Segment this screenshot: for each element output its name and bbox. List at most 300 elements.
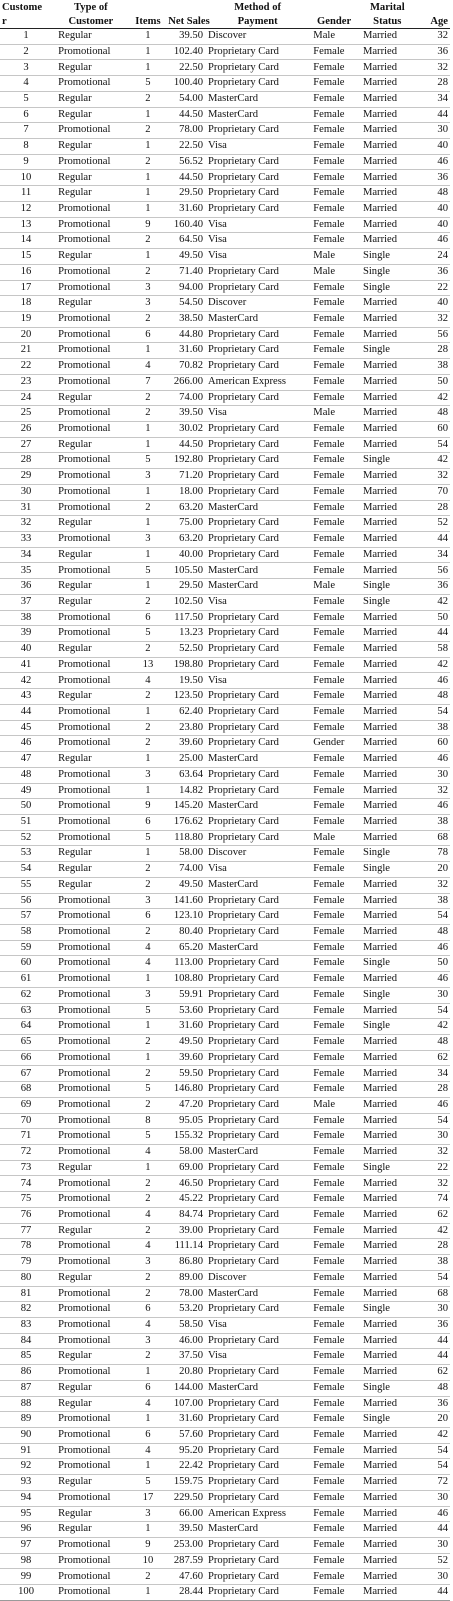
cell-gender: Female (310, 469, 358, 485)
cell-items: 9 (130, 1538, 167, 1554)
table-row (0, 249, 450, 265)
cell-payment: Proprietary Card (205, 327, 310, 343)
cell-net-sales: 29.50 (166, 186, 205, 202)
cell-marital-status: Married (358, 1286, 417, 1302)
cell-net-sales: 54.50 (166, 296, 205, 312)
table-row (0, 1412, 450, 1428)
cell-marital-status: Married (358, 1427, 417, 1443)
cell-net-sales: 66.00 (166, 1506, 205, 1522)
cell-age: 42 (417, 390, 450, 406)
cell-items: 2 (130, 264, 167, 280)
cell-marital-status: Single (358, 343, 417, 359)
cell-gender: Male (310, 264, 358, 280)
cell-age: 20 (417, 862, 450, 878)
cell-net-sales: 14.82 (166, 783, 205, 799)
cell-gender: Female (310, 814, 358, 830)
cell-payment: Proprietary Card (205, 1412, 310, 1428)
table-row (0, 1207, 450, 1223)
cell-marital-status: Married (358, 1459, 417, 1475)
cell-type: Regular (52, 1380, 130, 1396)
cell-age: 30 (417, 1129, 450, 1145)
cell-marital-status: Married (358, 1255, 417, 1271)
header-gender-line2: Gender (310, 14, 358, 29)
cell-net-sales: 192.80 (166, 453, 205, 469)
cell-gender: Female (310, 752, 358, 768)
cell-marital-status: Married (358, 217, 417, 233)
cell-customer: 46 (0, 736, 52, 752)
cell-payment: Proprietary Card (205, 1302, 310, 1318)
cell-net-sales: 49.50 (166, 1035, 205, 1051)
cell-payment: Proprietary Card (205, 1569, 310, 1585)
cell-age: 22 (417, 280, 450, 296)
cell-gender: Female (310, 1223, 358, 1239)
cell-type: Promotional (52, 1585, 130, 1601)
table-row (0, 657, 450, 673)
cell-payment: Proprietary Card (205, 186, 310, 202)
cell-net-sales: 52.50 (166, 642, 205, 658)
cell-items: 2 (130, 1349, 167, 1365)
cell-gender: Female (310, 500, 358, 516)
cell-marital-status: Married (358, 610, 417, 626)
cell-customer: 14 (0, 233, 52, 249)
cell-gender: Female (310, 972, 358, 988)
table-row (0, 1145, 450, 1161)
cell-items: 1 (130, 547, 167, 563)
cell-gender: Female (310, 1239, 358, 1255)
cell-gender: Female (310, 1207, 358, 1223)
cell-age: 42 (417, 1019, 450, 1035)
cell-payment: Proprietary Card (205, 1113, 310, 1129)
cell-type: Regular (52, 1506, 130, 1522)
cell-gender: Female (310, 704, 358, 720)
cell-items: 1 (130, 186, 167, 202)
cell-items: 2 (130, 736, 167, 752)
cell-age: 28 (417, 76, 450, 92)
table-row (0, 1003, 450, 1019)
cell-payment: MasterCard (205, 877, 310, 893)
table-row (0, 830, 450, 846)
cell-marital-status: Married (358, 170, 417, 186)
cell-customer: 57 (0, 909, 52, 925)
cell-type: Promotional (52, 1050, 130, 1066)
cell-age: 36 (417, 1317, 450, 1333)
cell-items: 7 (130, 374, 167, 390)
cell-customer: 20 (0, 327, 52, 343)
cell-customer: 76 (0, 1207, 52, 1223)
cell-items: 6 (130, 909, 167, 925)
cell-payment: Proprietary Card (205, 1019, 310, 1035)
cell-payment: MasterCard (205, 799, 310, 815)
cell-items: 5 (130, 1003, 167, 1019)
cell-marital-status: Single (358, 987, 417, 1003)
cell-gender: Female (310, 1270, 358, 1286)
table-row (0, 1082, 450, 1098)
cell-customer: 83 (0, 1317, 52, 1333)
cell-age: 70 (417, 484, 450, 500)
header-age-line2: Age (417, 14, 450, 29)
cell-gender: Female (310, 1176, 358, 1192)
cell-marital-status: Married (358, 736, 417, 752)
cell-customer: 10 (0, 170, 52, 186)
cell-payment: MasterCard (205, 1145, 310, 1161)
cell-type: Promotional (52, 1003, 130, 1019)
cell-type: Regular (52, 846, 130, 862)
cell-type: Promotional (52, 1145, 130, 1161)
cell-items: 1 (130, 170, 167, 186)
cell-payment: Proprietary Card (205, 1553, 310, 1569)
cell-type: Regular (52, 1270, 130, 1286)
cell-gender: Female (310, 217, 358, 233)
cell-net-sales: 37.50 (166, 1349, 205, 1365)
cell-age: 46 (417, 1506, 450, 1522)
cell-customer: 82 (0, 1302, 52, 1318)
cell-items: 4 (130, 1443, 167, 1459)
cell-type: Regular (52, 60, 130, 76)
table-row (0, 736, 450, 752)
table-row (0, 1365, 450, 1381)
cell-marital-status: Married (358, 1553, 417, 1569)
cell-items: 2 (130, 862, 167, 878)
cell-marital-status: Married (358, 1223, 417, 1239)
cell-net-sales: 18.00 (166, 484, 205, 500)
cell-net-sales: 118.80 (166, 830, 205, 846)
cell-payment: Proprietary Card (205, 1490, 310, 1506)
cell-marital-status: Single (358, 249, 417, 265)
cell-type: Promotional (52, 327, 130, 343)
cell-age: 28 (417, 1082, 450, 1098)
table-row (0, 469, 450, 485)
table-row (0, 1160, 450, 1176)
table-row (0, 1129, 450, 1145)
cell-age: 68 (417, 830, 450, 846)
cell-net-sales: 19.50 (166, 673, 205, 689)
cell-type: Promotional (52, 767, 130, 783)
cell-customer: 88 (0, 1396, 52, 1412)
cell-payment: Proprietary Card (205, 956, 310, 972)
cell-gender: Female (310, 1553, 358, 1569)
cell-marital-status: Married (358, 374, 417, 390)
cell-payment: Proprietary Card (205, 909, 310, 925)
cell-gender: Female (310, 1317, 358, 1333)
cell-type: Regular (52, 516, 130, 532)
cell-age: 58 (417, 642, 450, 658)
header-status-line2: Status (358, 14, 417, 29)
cell-items: 6 (130, 610, 167, 626)
cell-marital-status: Married (358, 532, 417, 548)
cell-gender: Female (310, 1113, 358, 1129)
cell-gender: Female (310, 233, 358, 249)
table-row (0, 1380, 450, 1396)
cell-items: 4 (130, 1317, 167, 1333)
cell-payment: MasterCard (205, 1522, 310, 1538)
cell-customer: 9 (0, 154, 52, 170)
cell-type: Regular (52, 1475, 130, 1491)
cell-gender: Gender (310, 736, 358, 752)
table-header (0, 0, 450, 29)
table-row (0, 1066, 450, 1082)
cell-customer: 93 (0, 1475, 52, 1491)
cell-payment: Proprietary Card (205, 1223, 310, 1239)
cell-type: Promotional (52, 720, 130, 736)
cell-customer: 19 (0, 311, 52, 327)
cell-customer: 66 (0, 1050, 52, 1066)
cell-items: 2 (130, 123, 167, 139)
cell-type: Promotional (52, 359, 130, 375)
cell-marital-status: Married (358, 1585, 417, 1601)
cell-payment: Proprietary Card (205, 814, 310, 830)
cell-marital-status: Married (358, 1097, 417, 1113)
cell-items: 5 (130, 76, 167, 92)
cell-items: 2 (130, 154, 167, 170)
cell-type: Promotional (52, 233, 130, 249)
cell-customer: 41 (0, 657, 52, 673)
cell-customer: 78 (0, 1239, 52, 1255)
cell-age: 44 (417, 107, 450, 123)
header-customer-line1: Custome (2, 2, 43, 14)
cell-customer: 55 (0, 877, 52, 893)
table-row (0, 1223, 450, 1239)
cell-type: Regular (52, 594, 130, 610)
cell-gender: Female (310, 1050, 358, 1066)
cell-marital-status: Married (358, 752, 417, 768)
cell-age: 52 (417, 516, 450, 532)
cell-marital-status: Single (358, 1412, 417, 1428)
cell-gender: Female (310, 893, 358, 909)
cell-net-sales: 38.50 (166, 311, 205, 327)
cell-customer: 74 (0, 1176, 52, 1192)
table-row (0, 814, 450, 830)
cell-type: Promotional (52, 264, 130, 280)
cell-payment: MasterCard (205, 311, 310, 327)
table-row (0, 846, 450, 862)
cell-marital-status: Married (358, 1317, 417, 1333)
cell-type: Promotional (52, 1207, 130, 1223)
cell-net-sales: 159.75 (166, 1475, 205, 1491)
cell-customer: 51 (0, 814, 52, 830)
table-row (0, 186, 450, 202)
cell-net-sales: 45.22 (166, 1192, 205, 1208)
cell-customer: 2 (0, 44, 52, 60)
cell-customer: 79 (0, 1255, 52, 1271)
cell-payment: Proprietary Card (205, 76, 310, 92)
table-row (0, 359, 450, 375)
table-row (0, 453, 450, 469)
cell-items: 6 (130, 1427, 167, 1443)
cell-type: Promotional (52, 421, 130, 437)
cell-payment: MasterCard (205, 752, 310, 768)
cell-age: 42 (417, 453, 450, 469)
cell-customer: 96 (0, 1522, 52, 1538)
header-items-line2: Items (130, 14, 167, 29)
table-row (0, 1538, 450, 1554)
cell-type: Promotional (52, 924, 130, 940)
cell-payment: Proprietary Card (205, 1443, 310, 1459)
table-row (0, 264, 450, 280)
cell-net-sales: 59.91 (166, 987, 205, 1003)
cell-payment: Proprietary Card (205, 642, 310, 658)
cell-payment: Proprietary Card (205, 720, 310, 736)
table-row (0, 987, 450, 1003)
table-row (0, 1302, 450, 1318)
cell-type: Promotional (52, 343, 130, 359)
cell-type: Promotional (52, 814, 130, 830)
table-row (0, 862, 450, 878)
cell-items: 1 (130, 1459, 167, 1475)
cell-marital-status: Married (358, 799, 417, 815)
cell-payment: MasterCard (205, 500, 310, 516)
cell-customer: 11 (0, 186, 52, 202)
cell-marital-status: Married (358, 296, 417, 312)
cell-payment: MasterCard (205, 1380, 310, 1396)
cell-age: 54 (417, 704, 450, 720)
cell-net-sales: 13.23 (166, 626, 205, 642)
cell-age: 50 (417, 374, 450, 390)
table-row (0, 1192, 450, 1208)
cell-type: Promotional (52, 1569, 130, 1585)
cell-customer: 68 (0, 1082, 52, 1098)
cell-items: 3 (130, 1255, 167, 1271)
cell-type: Promotional (52, 76, 130, 92)
table-row (0, 689, 450, 705)
cell-age: 34 (417, 1066, 450, 1082)
cell-type: Regular (52, 437, 130, 453)
table-row (0, 1443, 450, 1459)
cell-age: 46 (417, 233, 450, 249)
cell-marital-status: Married (358, 469, 417, 485)
cell-gender: Female (310, 359, 358, 375)
cell-net-sales: 31.60 (166, 201, 205, 217)
cell-customer: 54 (0, 862, 52, 878)
cell-marital-status: Married (358, 1443, 417, 1459)
cell-payment: Proprietary Card (205, 1097, 310, 1113)
cell-type: Promotional (52, 484, 130, 500)
cell-type: Promotional (52, 1113, 130, 1129)
cell-items: 9 (130, 799, 167, 815)
cell-customer: 45 (0, 720, 52, 736)
cell-marital-status: Single (358, 280, 417, 296)
cell-gender: Female (310, 1522, 358, 1538)
cell-items: 1 (130, 516, 167, 532)
cell-payment: Discover (205, 296, 310, 312)
cell-customer: 47 (0, 752, 52, 768)
cell-payment: Proprietary Card (205, 343, 310, 359)
table-row (0, 1522, 450, 1538)
cell-net-sales: 102.40 (166, 44, 205, 60)
cell-net-sales: 70.82 (166, 359, 205, 375)
cell-type: Regular (52, 862, 130, 878)
cell-type: Promotional (52, 532, 130, 548)
cell-payment: Proprietary Card (205, 704, 310, 720)
cell-type: Promotional (52, 1427, 130, 1443)
cell-age: 28 (417, 500, 450, 516)
cell-customer: 6 (0, 107, 52, 123)
cell-gender: Female (310, 767, 358, 783)
cell-customer: 40 (0, 642, 52, 658)
cell-type: Promotional (52, 893, 130, 909)
cell-gender: Female (310, 44, 358, 60)
cell-marital-status: Married (358, 940, 417, 956)
cell-age: 22 (417, 1160, 450, 1176)
cell-marital-status: Married (358, 311, 417, 327)
cell-items: 2 (130, 1270, 167, 1286)
cell-type: Promotional (52, 374, 130, 390)
cell-customer: 64 (0, 1019, 52, 1035)
table-row (0, 1317, 450, 1333)
cell-type: Promotional (52, 1129, 130, 1145)
cell-marital-status: Married (358, 814, 417, 830)
table-row (0, 1113, 450, 1129)
cell-gender: Female (310, 720, 358, 736)
cell-age: 48 (417, 924, 450, 940)
cell-net-sales: 155.32 (166, 1129, 205, 1145)
cell-marital-status: Married (358, 421, 417, 437)
cell-payment: American Express (205, 1506, 310, 1522)
cell-marital-status: Married (358, 1506, 417, 1522)
cell-customer: 35 (0, 563, 52, 579)
cell-age: 38 (417, 720, 450, 736)
cell-marital-status: Married (358, 893, 417, 909)
cell-marital-status: Single (358, 264, 417, 280)
cell-net-sales: 56.52 (166, 154, 205, 170)
cell-net-sales: 29.50 (166, 579, 205, 595)
table-row (0, 311, 450, 327)
cell-net-sales: 58.50 (166, 1317, 205, 1333)
cell-net-sales: 74.00 (166, 390, 205, 406)
cell-gender: Female (310, 390, 358, 406)
cell-net-sales: 123.50 (166, 689, 205, 705)
cell-payment: American Express (205, 374, 310, 390)
cell-type: Regular (52, 689, 130, 705)
cell-payment: Proprietary Card (205, 1035, 310, 1051)
cell-net-sales: 57.60 (166, 1427, 205, 1443)
cell-gender: Female (310, 1192, 358, 1208)
cell-gender: Female (310, 1286, 358, 1302)
cell-gender: Female (310, 154, 358, 170)
cell-age: 36 (417, 579, 450, 595)
header-payment-line2: Payment (205, 14, 310, 29)
cell-marital-status: Married (358, 1145, 417, 1161)
cell-age: 42 (417, 1427, 450, 1443)
header-payment-line1: Method of (234, 2, 282, 14)
cell-items: 1 (130, 139, 167, 155)
table-row (0, 956, 450, 972)
cell-net-sales: 145.20 (166, 799, 205, 815)
cell-marital-status: Married (358, 1003, 417, 1019)
cell-items: 2 (130, 1097, 167, 1113)
cell-age: 52 (417, 1553, 450, 1569)
cell-customer: 21 (0, 343, 52, 359)
cell-age: 38 (417, 1255, 450, 1271)
cell-age: 44 (417, 532, 450, 548)
cell-items: 1 (130, 249, 167, 265)
cell-type: Regular (52, 1160, 130, 1176)
cell-age: 36 (417, 264, 450, 280)
cell-type: Promotional (52, 311, 130, 327)
cell-customer: 53 (0, 846, 52, 862)
cell-net-sales: 44.50 (166, 437, 205, 453)
cell-age: 38 (417, 814, 450, 830)
cell-items: 4 (130, 1239, 167, 1255)
cell-marital-status: Married (358, 500, 417, 516)
cell-items: 1 (130, 846, 167, 862)
cell-marital-status: Married (358, 704, 417, 720)
cell-type: Regular (52, 249, 130, 265)
cell-items: 6 (130, 814, 167, 830)
cell-age: 46 (417, 673, 450, 689)
cell-customer: 34 (0, 547, 52, 563)
cell-age: 46 (417, 1097, 450, 1113)
cell-customer: 30 (0, 484, 52, 500)
